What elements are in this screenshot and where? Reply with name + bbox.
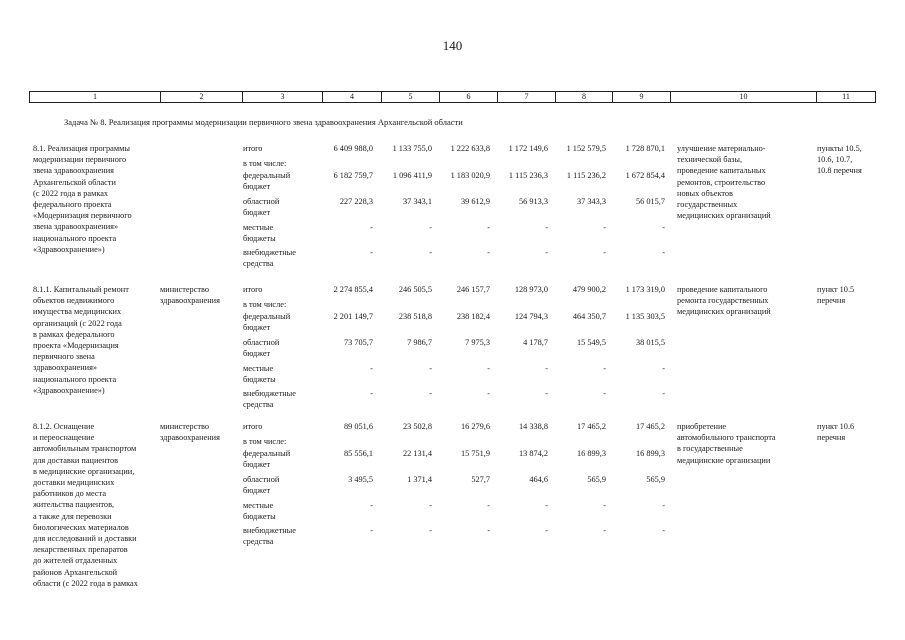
value-dash: - [370,526,373,535]
result-line: государственных [677,200,738,209]
row-name-line: «Здравоохранение») [33,385,105,395]
value-cell: 13 874,2 [518,449,548,458]
value-cell: 1 728 870,1 [625,144,665,153]
row-name-line: работников до места [33,489,107,499]
value-dash: - [603,389,606,398]
value-cell: 38 015,5 [635,338,665,347]
value-cell: 7 986,7 [407,338,432,347]
column-number: 7 [498,92,556,103]
responsible-line: здравоохранения [160,296,220,306]
value-dash: - [370,501,373,510]
value-cell: 22 131,4 [402,449,432,458]
row-name-line: для исследований и доставки [33,534,137,543]
value-cell: 89 051,6 [343,422,373,431]
source-label-line: внебюджетные [243,248,296,257]
value-dash: - [487,223,490,232]
reference-line: пункты 10.5, [817,144,862,153]
source-label-line: местные [243,501,274,510]
value-dash: - [370,248,373,257]
value-cell: 15 751,9 [460,449,490,458]
column-number: 1 [30,92,161,103]
value-dash: - [662,223,665,232]
value-cell: 1 172 149,6 [508,144,548,153]
column-number-header [29,91,876,103]
source-label-line: средства [243,399,274,409]
value-cell: 479 900,2 [572,285,606,294]
result-line: ремонта государственных [677,296,769,306]
row-name-line: до жителей отдаленных [33,556,118,566]
value-cell: 238 182,4 [456,312,490,321]
value-cell: 1 135 303,5 [625,312,665,321]
row-name-line: для доставки пациентов [33,455,119,465]
value-cell: 227 228,3 [339,197,373,206]
row-name-line: национального проекта [33,374,117,384]
row-name-line: 8.1.1. Капитальный ремонт [33,285,129,294]
value-cell: 246 505,5 [398,285,432,294]
result-line: медицинских организаций [677,307,771,317]
value-cell: 15 549,5 [576,338,606,347]
value-cell: 565,9 [587,475,606,484]
value-dash: - [545,364,548,373]
result-line: в государственные [677,444,743,454]
value-cell: 1 096 411,9 [392,171,432,180]
reference-line: пункт 10.5 [817,285,855,294]
source-label-line: областной [243,338,280,347]
column-number: 3 [243,92,323,103]
value-cell: 565,9 [646,475,665,484]
row-name-line: первичного звена [33,352,95,362]
page-number: 140 [442,38,463,53]
value-dash: - [545,501,548,510]
row-name-line: районов Архангельской [33,567,118,577]
result-line: новых объектов [677,188,733,198]
value-dash: - [603,501,606,510]
value-cell: 124 794,3 [514,312,548,321]
row-name-line: биологических материалов [33,522,129,532]
value-cell: 56 913,3 [518,197,548,206]
source-label-line: внебюджетные [243,389,296,398]
source-label-line: итого [243,422,263,431]
column-number: 5 [382,92,440,103]
source-label-line: бюджет [243,485,271,495]
value-cell: 527,7 [471,475,490,484]
value-cell: 1 115 236,2 [566,171,606,180]
reference-line: пункт 10.6 [817,422,855,431]
row-name-line: национального проекта [33,233,117,243]
result-line: ремонтов, строительство [677,177,766,187]
value-dash: - [603,364,606,373]
source-label-line: бюджеты [243,374,276,384]
value-cell: 7 975,3 [465,338,490,347]
row-name-line: в медицинские организации, [33,466,135,476]
value-cell: 464 350,7 [572,312,606,321]
row-name-line: а также для перевозки [33,511,112,521]
value-cell: 1 152 579,5 [566,144,606,153]
row-name-line: организаций (с 2022 года [33,318,122,328]
reference-line: перечня [817,433,846,443]
value-dash: - [545,526,548,535]
responsible-line: министерство [160,285,210,294]
result-line: улучшение материально- [677,144,766,153]
row-name-line: 8.1.2. Оснащение [33,422,95,431]
result-line: технической базы, [677,155,743,165]
value-dash: - [429,364,432,373]
value-dash: - [603,526,606,535]
value-dash: - [603,223,606,232]
result-line: проведение капитального [677,285,768,294]
source-label-line: итого [243,285,263,294]
value-cell: 246 157,7 [456,285,490,294]
value-cell: 1 222 633,8 [450,144,490,153]
row-name-line: жительства пациентов, [33,500,115,510]
result-line: приобретение [677,422,727,431]
task-title: Задача № 8. Реализация программы модернизации первичного звена здравоохранения Архангельской области [64,117,463,127]
value-cell: 238 518,8 [398,312,432,321]
value-dash: - [370,389,373,398]
column-number: 11 [817,92,876,103]
responsible-line: министерство [160,422,210,431]
value-dash: - [487,364,490,373]
value-cell: 16 279,6 [460,422,490,431]
source-label-line: федеральный [243,449,291,458]
row-name-line: области (с 2022 года в рамках [33,578,138,588]
value-dash: - [662,501,665,510]
source-label-line: областной [243,475,280,484]
value-dash: - [662,364,665,373]
source-label-line: в том числе: [243,159,287,168]
row-name-line: 8.1. Реализация программы [33,144,130,153]
value-dash: - [429,501,432,510]
row-name-line: «Модернизация первичного [33,211,132,221]
column-number: 8 [556,92,613,103]
row-name-line: здравоохранения» [33,363,98,373]
value-cell: 73 705,7 [343,338,373,347]
value-cell: 6 182 759,7 [333,171,373,180]
value-cell: 2 201 149,7 [333,312,373,321]
value-dash: - [545,223,548,232]
value-cell: 1 115 236,3 [508,171,548,180]
source-label-line: средства [243,258,274,268]
source-label-line: федеральный [243,312,291,321]
value-dash: - [662,389,665,398]
responsible-line: здравоохранения [160,433,220,443]
result-line: медицинские организации [677,455,771,465]
row-name-line: лекарственных препаратов [33,545,128,555]
row-name-line: проекта «Модернизация [33,341,119,350]
column-number: 4 [323,92,382,103]
source-label-line: бюджет [243,459,271,469]
row-name-line: Архангельской области [33,177,116,187]
value-cell: 6 409 988,0 [333,144,373,153]
value-dash: - [370,364,373,373]
source-label-line: бюджет [243,181,271,191]
reference-line: 10.6, 10.7, [817,155,853,165]
source-label-line: бюджет [243,348,271,358]
column-number: 6 [440,92,498,103]
row-name-line: объектов недвижимого [33,296,115,306]
value-cell: 1 133 755,0 [392,144,432,153]
value-cell: 16 899,3 [635,449,665,458]
source-label-line: средства [243,536,274,546]
result-line: автомобильного транспорта [677,433,776,443]
row-name-line: и переоснащение [33,433,95,443]
value-dash: - [487,389,490,398]
value-cell: 4 178,7 [523,338,548,347]
value-cell: 1 183 020,9 [450,171,490,180]
row-name-line: звена здравоохранения» [33,222,119,232]
column-number: 10 [671,92,817,103]
value-cell: 37 343,3 [576,197,606,206]
value-cell: 1 371,4 [407,475,432,484]
value-dash: - [545,248,548,257]
value-dash: - [429,389,432,398]
row-name-line: «Здравоохранение») [33,244,105,254]
row-name-line: доставки медицинских [33,478,115,487]
value-cell: 128 973,0 [514,285,548,294]
row-name-line: федерального проекта [33,200,112,209]
source-label-line: в том числе: [243,300,287,309]
value-cell: 1 173 319,0 [625,285,665,294]
column-number: 2 [161,92,243,103]
value-cell: 85 556,1 [343,449,373,458]
value-cell: 23 502,8 [402,422,432,431]
value-cell: 17 465,2 [576,422,606,431]
reference-line: 10.8 перечня [817,166,862,176]
value-cell: 1 672 854,4 [625,171,665,180]
row-name-line: в рамках федерального [33,329,115,339]
value-dash: - [487,526,490,535]
value-dash: - [487,501,490,510]
value-cell: 39 612,9 [460,197,490,206]
value-cell: 56 015,7 [635,197,665,206]
reference-line: перечня [817,296,846,306]
value-dash: - [603,248,606,257]
value-cell: 14 338,8 [518,422,548,431]
value-dash: - [662,248,665,257]
row-name-line: звена здравоохранения [33,166,114,176]
source-label-line: итого [243,144,263,153]
value-dash: - [429,526,432,535]
source-label-line: бюджеты [243,233,276,243]
value-dash: - [429,223,432,232]
source-label-line: бюджеты [243,511,276,521]
value-cell: 16 899,3 [576,449,606,458]
source-label-line: в том числе: [243,437,287,446]
source-label-line: местные [243,223,274,232]
value-dash: - [662,526,665,535]
value-dash: - [429,248,432,257]
row-name-line: имущества медицинских [33,307,122,317]
source-label-line: федеральный [243,171,291,180]
source-label-line: областной [243,197,280,206]
value-dash: - [545,389,548,398]
row-name-line: модернизации первичного [33,155,127,165]
row-name-line: автомобильным транспортом [33,444,137,454]
source-label-line: местные [243,364,274,373]
source-label-line: внебюджетные [243,526,296,535]
value-cell: 3 495,5 [348,475,373,484]
value-dash: - [370,223,373,232]
result-line: медицинских организаций [677,211,771,221]
value-cell: 37 343,1 [402,197,432,206]
result-line: проведение капитальных [677,166,766,176]
row-name-line: (с 2022 года в рамках [33,188,109,198]
source-label-line: бюджет [243,322,271,332]
source-label-line: бюджет [243,207,271,217]
value-dash: - [487,248,490,257]
value-cell: 464,6 [529,475,548,484]
column-number: 9 [613,92,671,103]
value-cell: 2 274 855,4 [333,285,373,294]
value-cell: 17 465,2 [635,422,665,431]
